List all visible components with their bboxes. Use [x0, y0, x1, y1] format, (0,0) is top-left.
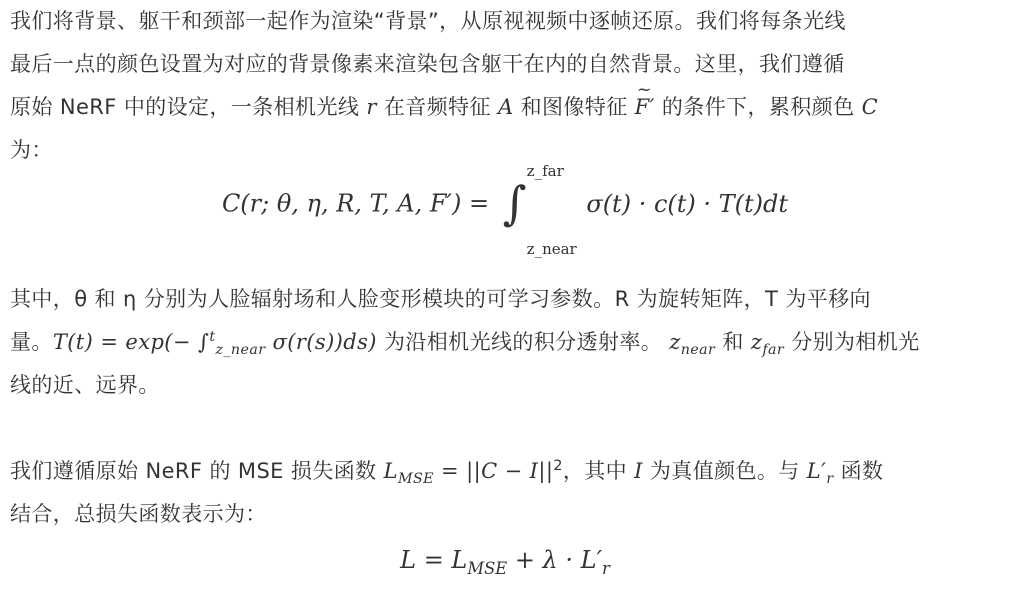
paragraph-2 — [10, 278, 1000, 407]
paragraph-3 — [10, 450, 1000, 536]
text: 我们遵循原始 NeRF 的 MSE 损失函数 — [10, 459, 377, 483]
paragraph-2-line-2 — [10, 321, 1000, 364]
equation-rendering — [10, 162, 1000, 258]
paragraph-1-line-4: 为： — [10, 138, 53, 162]
upper-limit: z_far — [526, 162, 564, 180]
sub-r: r — [826, 471, 834, 488]
text: ，其中 — [562, 459, 628, 483]
math-F: F — [634, 95, 650, 119]
paragraph-1-line-1: 我们将背景、躯干和颈部一起作为渲染“背景”，从原视视频中逐帧还原。我们将每条光线 — [10, 9, 846, 33]
integral-sign: ∫ z_far z_near — [502, 162, 577, 258]
eq2-sub-r: r — [602, 558, 610, 578]
text: 和图像特征 — [520, 95, 628, 119]
eq2-L: L = L — [400, 546, 468, 574]
text: 为沿相机光线的积分透射率。 — [383, 330, 663, 354]
math-z: z — [669, 330, 681, 354]
text: 量。 — [10, 330, 53, 354]
math-F-tilde: ~ F′ — [635, 86, 655, 129]
paragraph-1 — [10, 0, 1000, 172]
sub-far: far — [762, 342, 785, 359]
math-z: z — [750, 330, 763, 354]
limit-znear: z_near — [215, 342, 266, 359]
paragraph-2-line-3: 线的近、远界。 — [10, 373, 160, 397]
math-C: C — [861, 95, 879, 119]
math-L: L — [383, 459, 398, 483]
eq2-sub-mse: MSE — [467, 558, 508, 578]
lower-limit: z_near — [526, 240, 577, 258]
text: 函数 — [840, 459, 884, 483]
sub-near: near — [680, 342, 716, 359]
paragraph-3-line-1 — [10, 450, 1000, 493]
equation-lhs: C(r; θ, η, R, T, A, F′) = — [221, 189, 490, 218]
paragraph-1-line-3 — [10, 86, 1000, 129]
paragraph-2-line-1: 其中，θ 和 η 分别为人脸辐射场和人脸变形模块的可学习参数。R 为旋转矩阵，T 为平移向 — [10, 287, 871, 311]
text: 在音频特征 — [383, 95, 491, 119]
text: 原始 NeRF 中的设定，一条相机光线 — [10, 95, 360, 119]
text: 为真值颜色。与 — [649, 459, 800, 483]
limit-t: t — [209, 329, 216, 345]
paragraph-1-line-2: 最后一点的颜色设置为对应的背景像素来渲染包含躯干在内的自然背景。这里，我们遵循 — [10, 52, 845, 76]
text: 分别为相机光 — [791, 330, 920, 354]
math-r: r — [366, 95, 377, 119]
text: 的条件下，累积颜色 — [661, 95, 855, 119]
math-Lr: L′ — [806, 459, 827, 483]
sub-mse: MSE — [397, 471, 434, 488]
math-I: I — [634, 459, 643, 483]
transmittance-formula-tail: σ(r(s))ds) — [272, 330, 377, 354]
math-A: A — [497, 95, 514, 119]
sup-2: 2 — [553, 458, 563, 474]
equation-integrand: σ(t) · c(t) · T(t)dt — [586, 189, 789, 218]
eq2-plus-term: + λ · L′ — [514, 546, 603, 574]
equation-total-loss — [10, 546, 1000, 578]
mse-formula: = ||C − I|| — [441, 459, 554, 483]
transmittance-formula: T(t) = exp(− ∫ — [52, 330, 210, 354]
text: 和 — [722, 330, 744, 354]
paragraph-3-line-2: 结合，总损失函数表示为： — [10, 502, 267, 526]
